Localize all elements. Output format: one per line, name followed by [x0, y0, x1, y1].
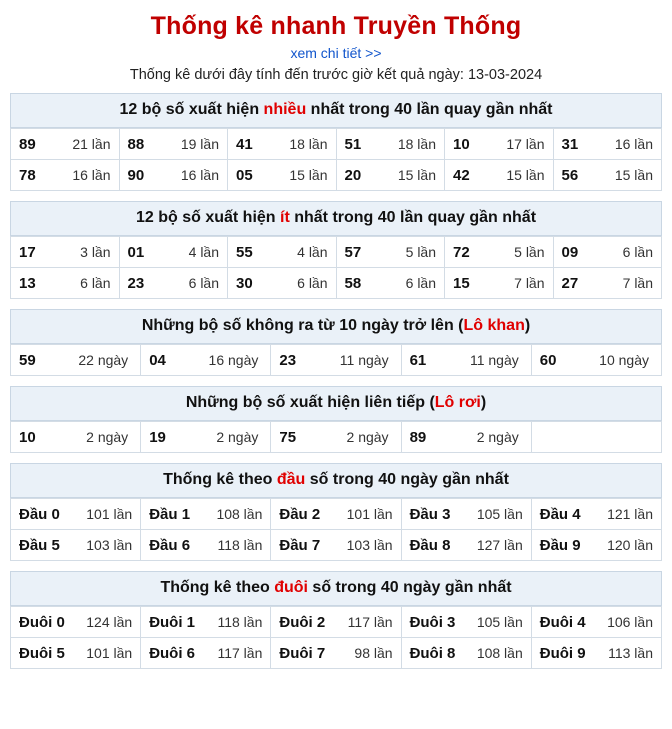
stat-cell-content	[271, 537, 400, 554]
stat-cell[interactable]	[141, 345, 271, 376]
stat-cell-key: 13	[19, 274, 36, 292]
stat-cell-content	[445, 136, 553, 153]
stat-cell[interactable]	[336, 129, 445, 160]
stat-cell-content	[228, 167, 336, 184]
stat-cell-key: 89	[409, 428, 427, 446]
stat-cell-value: 21 lần	[72, 136, 111, 152]
block-header-most-frequent	[10, 93, 662, 128]
stat-table-most-frequent	[10, 128, 662, 191]
stat-cell[interactable]	[401, 422, 531, 453]
stat-cell-content	[228, 275, 336, 292]
stat-block-thong-ke-dau	[10, 463, 662, 561]
stat-cell-key: 01	[127, 243, 145, 261]
stat-cell-value: 15 lần	[614, 167, 653, 183]
stat-cell-value: 19 lần	[180, 136, 219, 152]
stat-cell-value: 16 lần	[72, 167, 111, 183]
stat-cell[interactable]	[401, 638, 531, 669]
table-row	[11, 129, 662, 160]
stat-cell-key: Đuôi 6	[149, 644, 196, 662]
stat-cell-content	[11, 352, 140, 369]
stat-cell[interactable]	[228, 160, 337, 191]
stat-cell-key: 78	[19, 166, 36, 184]
stat-cell[interactable]	[11, 268, 120, 299]
stat-cell-value: 98 lần	[354, 645, 393, 661]
stat-cell-value: 101 lần	[346, 506, 393, 522]
stat-cell[interactable]	[11, 129, 120, 160]
stat-cell[interactable]	[141, 422, 271, 453]
stat-block-lo-roi	[10, 386, 662, 453]
stat-cell-key: 88	[127, 135, 145, 153]
stat-cell-key: Đuôi 5	[19, 644, 65, 662]
stat-cell-key: Đuôi 9	[539, 644, 586, 662]
stat-cell-content	[141, 645, 270, 662]
stat-cell[interactable]	[141, 607, 271, 638]
stat-cell-value: 101 lần	[86, 506, 133, 522]
stat-cell-key: Đầu 6	[149, 536, 191, 554]
stat-cell-key: 55	[236, 243, 253, 261]
stat-cell-key: 41	[236, 135, 253, 153]
stat-cell-content	[120, 167, 228, 184]
stat-cell-value: 103 lần	[86, 537, 133, 553]
stat-cell[interactable]	[531, 499, 661, 530]
stat-cell-content	[554, 167, 662, 184]
stat-cell-key: Đuôi 4	[539, 613, 586, 631]
stat-cell[interactable]	[11, 237, 120, 268]
table-row	[11, 422, 662, 453]
detail-link[interactable]	[10, 45, 662, 61]
stat-cell-key: Đuôi 8	[409, 644, 456, 662]
stat-cell-key: 10	[453, 135, 470, 153]
stat-cell-value: 121 lần	[607, 506, 653, 522]
stat-cell[interactable]	[141, 530, 271, 561]
stat-cell-key: 61	[409, 351, 427, 369]
block-header-least-frequent	[10, 201, 662, 236]
stat-cell-content	[445, 275, 553, 292]
stat-cell-content	[532, 352, 661, 369]
block-title-highlight: ít	[280, 209, 290, 226]
stat-cell-content	[141, 506, 270, 523]
stat-cell[interactable]	[553, 237, 662, 268]
stat-cell-content	[532, 537, 661, 554]
stat-cell-content	[141, 352, 270, 369]
stat-cell[interactable]	[401, 345, 531, 376]
stat-cell-key: 05	[236, 166, 253, 184]
stat-cell-content	[271, 614, 400, 631]
block-header-thong-ke-dau	[10, 463, 662, 498]
stat-cell-key: Đuôi 2	[279, 613, 326, 631]
stat-cell[interactable]	[228, 268, 337, 299]
stat-cell-content	[141, 429, 270, 446]
stat-cell[interactable]	[401, 530, 531, 561]
block-title-highlight: nhiều	[263, 101, 307, 118]
stat-cell-key: Đầu 7	[279, 536, 321, 554]
stat-cell-content	[554, 275, 662, 292]
table-row	[11, 530, 662, 561]
block-header-thong-ke-duoi	[10, 571, 662, 606]
stat-cell[interactable]	[228, 237, 337, 268]
detail-link-label[interactable]: xem chi tiết >>	[290, 45, 382, 61]
empty-cell	[531, 422, 661, 453]
stat-table-thong-ke-duoi	[10, 606, 662, 669]
stat-cell-value: 6 lần	[297, 275, 328, 291]
stat-cell-key: 89	[19, 135, 36, 153]
stat-cell-value: 5 lần	[514, 244, 545, 260]
stat-cell-content	[445, 167, 553, 184]
stat-cell-content	[402, 506, 531, 523]
stat-cell-key: 31	[561, 135, 579, 153]
stat-cell-key: 23	[127, 274, 145, 292]
stat-table-thong-ke-dau	[10, 498, 662, 561]
stat-cell-key: Đuôi 1	[149, 613, 196, 631]
block-title-highlight: đuôi	[274, 579, 308, 596]
stat-cell-value: 16 lần	[614, 136, 653, 152]
block-title-post: nhất trong 40 lần quay gần nhất	[306, 101, 553, 118]
stat-cell-key: Đầu 5	[19, 536, 60, 554]
stat-cell-content	[11, 537, 140, 554]
stat-cell-content	[337, 244, 445, 261]
stat-cell-value: 118 lần	[217, 614, 263, 630]
table-row	[11, 607, 662, 638]
block-title-highlight: Lô rơi	[434, 394, 481, 411]
stat-cell-content	[337, 275, 445, 292]
stat-cell-content	[120, 136, 228, 153]
stat-cell-value: 113 lần	[608, 645, 653, 661]
stat-cell[interactable]	[11, 499, 141, 530]
stat-cell-content	[141, 537, 270, 554]
stat-cell-value: 117 lần	[347, 614, 393, 630]
stat-cell-value: 22 ngày	[78, 352, 129, 368]
stat-cell-key: 17	[19, 243, 36, 261]
stat-cell-key: Đầu 0	[19, 505, 60, 523]
stat-cell[interactable]	[553, 268, 662, 299]
stat-cell-value: 105 lần	[476, 506, 523, 522]
stat-cell-key: 04	[149, 351, 166, 369]
block-title-pre: Thống kê theo	[160, 579, 275, 596]
stat-cell[interactable]	[271, 499, 401, 530]
stat-cell[interactable]	[531, 607, 661, 638]
stat-cell-key: 51	[344, 135, 362, 153]
stat-cell-value: 117 lần	[217, 645, 263, 661]
stat-cell-key: Đuôi 3	[409, 613, 456, 631]
stat-cell[interactable]	[336, 237, 445, 268]
stat-cell-value: 7 lần	[514, 275, 545, 291]
stat-cell[interactable]	[119, 129, 228, 160]
stat-cell[interactable]	[11, 160, 120, 191]
stat-cell[interactable]	[119, 268, 228, 299]
block-title-pre: Những bộ số không ra từ 10 ngày trở lên (	[141, 317, 464, 334]
stat-cell-value: 2 ngày	[346, 429, 389, 445]
stat-block-least-frequent	[10, 201, 662, 299]
stat-cell[interactable]	[401, 607, 531, 638]
stat-cell-content	[402, 645, 531, 662]
stat-block-lo-khan	[10, 309, 662, 376]
stat-cell-key: 90	[127, 166, 145, 184]
stat-cell-key: Đuôi 7	[279, 644, 326, 662]
stat-cell-key: Đầu 4	[539, 505, 581, 523]
stat-cell[interactable]	[445, 129, 554, 160]
stat-cell-value: 118 lần	[217, 537, 263, 553]
stat-cell-value: 6 lần	[405, 275, 436, 291]
stat-cell-value: 18 lần	[289, 136, 328, 152]
stat-cell-value: 6 lần	[188, 275, 219, 291]
block-title-highlight: đầu	[276, 471, 306, 488]
stat-cell-value: 16 lần	[180, 167, 219, 183]
stat-cell-value: 2 ngày	[86, 429, 129, 445]
stat-cell-value: 106 lần	[607, 614, 653, 630]
stat-cell-content	[532, 506, 661, 523]
stat-cell[interactable]	[11, 607, 141, 638]
stat-cell-content	[11, 275, 119, 292]
stat-cell[interactable]	[11, 638, 141, 669]
block-title-highlight: Lô khan	[463, 317, 525, 334]
block-title-post: số trong 40 ngày gần nhất	[307, 579, 512, 596]
stat-cell-value: 120 lần	[607, 537, 653, 553]
stat-cell[interactable]	[11, 530, 141, 561]
stat-cell-content	[228, 136, 336, 153]
stat-cell-key: 27	[561, 274, 579, 292]
stat-cell[interactable]	[119, 237, 228, 268]
stat-cell-key: Đầu 2	[279, 505, 321, 523]
stat-cell-content	[11, 429, 140, 446]
stat-cell-value: 124 lần	[86, 614, 133, 630]
stat-cell[interactable]	[271, 345, 401, 376]
stat-cell-value: 15 lần	[397, 167, 436, 183]
stat-cell-value: 17 lần	[506, 136, 545, 152]
stat-cell-value: 15 lần	[289, 167, 328, 183]
block-title-pre: Thống kê theo	[163, 471, 277, 488]
stat-cell-content	[445, 244, 553, 261]
stat-cell-key: 60	[539, 351, 557, 369]
stat-cell-value: 108 lần	[216, 506, 263, 522]
stat-cell-value: 5 lần	[405, 244, 436, 260]
stat-cell[interactable]	[141, 638, 271, 669]
stat-cell-value: 6 lần	[622, 244, 653, 260]
stat-cell[interactable]	[531, 530, 661, 561]
stat-cell-content	[11, 614, 140, 631]
table-row	[11, 268, 662, 299]
stat-cell-content	[532, 645, 661, 662]
stat-cell-value: 7 lần	[622, 275, 653, 291]
stat-table-least-frequent	[10, 236, 662, 299]
table-row	[11, 237, 662, 268]
stat-cell-value: 105 lần	[476, 614, 523, 630]
stat-cell-value: 16 ngày	[208, 352, 259, 368]
stat-cell-content	[11, 645, 140, 662]
stat-cell-value: 4 lần	[297, 244, 328, 260]
stat-cell-key: 42	[453, 166, 470, 184]
stat-cell-value: 101 lần	[86, 645, 133, 661]
stat-cell-content	[11, 244, 119, 261]
table-row	[11, 638, 662, 669]
block-header-lo-khan	[10, 309, 662, 344]
stat-cell[interactable]	[11, 422, 141, 453]
stat-cell-key: 19	[149, 428, 166, 446]
stat-cell[interactable]	[553, 129, 662, 160]
stat-cell-content	[271, 506, 400, 523]
stat-cell-value: 10 ngày	[599, 352, 649, 368]
stat-cell-value: 3 lần	[80, 244, 111, 260]
block-title-post: )	[480, 394, 487, 411]
stat-cell-key: 15	[453, 274, 470, 292]
stat-cell-key: 58	[344, 274, 362, 292]
stat-cell-content	[120, 244, 228, 261]
stat-cell-value: 108 lần	[476, 645, 523, 661]
stat-cell-key: 59	[19, 351, 36, 369]
stat-block-most-frequent	[10, 93, 662, 191]
block-title-post: )	[524, 317, 531, 334]
block-title-pre: Những bộ số xuất hiện liên tiếp (	[185, 394, 435, 411]
stat-cell-content	[271, 645, 400, 662]
block-title-pre: 12 bộ số xuất hiện	[119, 101, 264, 118]
stat-cell[interactable]	[445, 268, 554, 299]
stat-cell-value: 15 lần	[506, 167, 545, 183]
stat-cell[interactable]	[401, 499, 531, 530]
stat-cell-key: Đầu 8	[409, 536, 451, 554]
stat-cell-value: 4 lần	[188, 244, 219, 260]
stat-cell-value: 127 lần	[476, 537, 523, 553]
stat-cell-key: 10	[19, 428, 36, 446]
stat-table-lo-roi	[10, 421, 662, 453]
stat-cell-key: Đuôi 0	[19, 613, 65, 631]
page-title: Thống kê nhanh Truyền Thống	[150, 12, 522, 40]
block-title-post: số trong 40 ngày gần nhất	[305, 471, 509, 488]
stat-cell-value: 103 lần	[346, 537, 393, 553]
stat-cell-value: 2 ngày	[216, 429, 259, 445]
stat-cell[interactable]	[271, 607, 401, 638]
stat-cell-value: 11 ngày	[339, 352, 389, 368]
stat-cell-content	[11, 136, 119, 153]
stat-table-lo-khan	[10, 344, 662, 376]
stat-cell[interactable]	[531, 638, 661, 669]
stat-cell-key: 09	[561, 243, 579, 261]
stat-cell-content	[11, 167, 119, 184]
stat-cell-content	[532, 614, 661, 631]
table-row	[11, 345, 662, 376]
stat-cell-content	[402, 352, 531, 369]
stat-cell-key: 57	[344, 243, 362, 261]
stat-cell-content	[228, 244, 336, 261]
stat-cell[interactable]	[228, 129, 337, 160]
stat-cell[interactable]	[141, 499, 271, 530]
block-title-pre: 12 bộ số xuất hiện	[135, 209, 280, 226]
stat-cell-content	[337, 167, 445, 184]
block-header-lo-roi	[10, 386, 662, 421]
stat-cell-key: Đầu 1	[149, 505, 191, 523]
stat-cell-key: 23	[279, 351, 297, 369]
stat-cell-content	[402, 429, 531, 446]
stat-cell-content	[11, 506, 140, 523]
stat-cell-key: 20	[344, 166, 362, 184]
stat-cell-value: 2 ngày	[476, 429, 519, 445]
stat-cell-key: 56	[561, 166, 579, 184]
stat-cell[interactable]	[11, 345, 141, 376]
stat-cell-value: 6 lần	[80, 275, 111, 291]
stat-cell-content	[271, 352, 400, 369]
stat-cell[interactable]	[531, 345, 661, 376]
stat-cell-key: Đầu 9	[539, 536, 581, 554]
stat-cell[interactable]	[271, 530, 401, 561]
stat-block-thong-ke-duoi	[10, 571, 662, 669]
stat-cell[interactable]	[271, 638, 401, 669]
block-title-post: nhất trong 40 lần quay gần nhất	[289, 209, 537, 226]
stat-cell-value: 18 lần	[397, 136, 436, 152]
stat-cell[interactable]	[553, 160, 662, 191]
table-row	[11, 160, 662, 191]
table-row	[11, 499, 662, 530]
stat-blocks	[10, 93, 662, 669]
stat-cell[interactable]	[336, 268, 445, 299]
stat-cell-content	[271, 429, 400, 446]
stat-cell[interactable]	[271, 422, 401, 453]
stat-cell-key: Đầu 3	[409, 505, 451, 523]
stat-cell-content	[402, 537, 531, 554]
stat-cell-content	[554, 136, 662, 153]
stat-cell[interactable]	[336, 160, 445, 191]
stat-cell-key: 75	[279, 428, 297, 446]
stat-note: Thống kê dưới đây tính đến trước giờ kết quả ngày: 13-03-2024	[129, 67, 543, 83]
stat-cell[interactable]	[119, 160, 228, 191]
stat-cell[interactable]	[445, 160, 554, 191]
stat-cell-content	[337, 136, 445, 153]
page-root	[0, 12, 672, 669]
stat-cell-content	[141, 614, 270, 631]
stat-cell-content	[120, 275, 228, 292]
stat-cell-content	[402, 614, 531, 631]
stat-cell-key: 72	[453, 243, 470, 261]
stat-cell-content	[554, 244, 662, 261]
stat-cell-value: 11 ngày	[469, 352, 519, 368]
stat-cell[interactable]	[445, 237, 554, 268]
stat-cell-key: 30	[236, 274, 253, 292]
